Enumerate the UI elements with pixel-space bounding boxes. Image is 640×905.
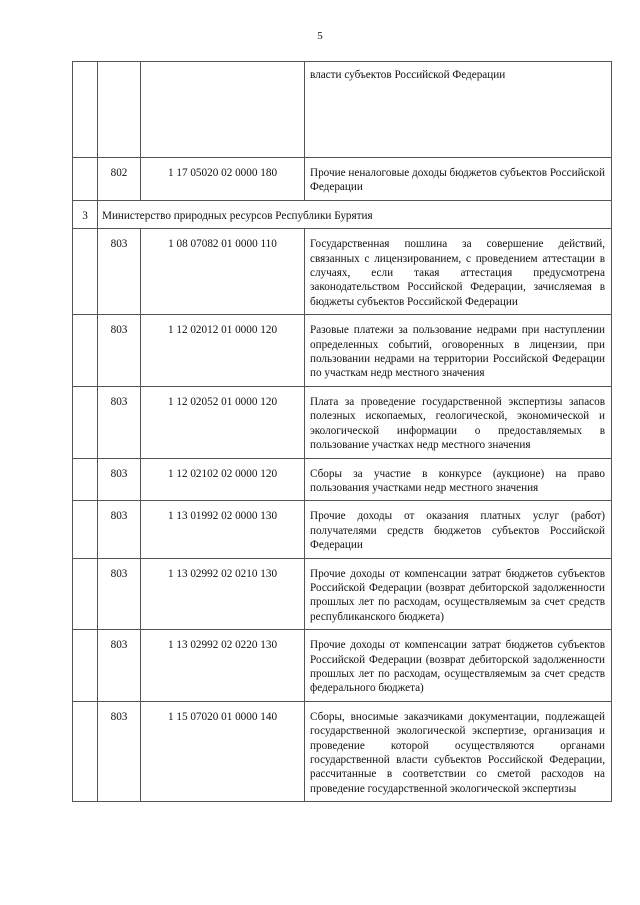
admin-code-cell: 802 xyxy=(98,158,141,201)
row-number-cell xyxy=(73,501,98,558)
table-row xyxy=(73,630,612,702)
table-row xyxy=(73,158,612,201)
admin-code-cell: 803 xyxy=(98,229,141,315)
revenue-code-cell: 1 17 05020 02 0000 180 xyxy=(141,158,305,201)
row-number-cell xyxy=(73,558,98,630)
row-number-cell xyxy=(73,62,98,158)
revenue-name-cell: власти субъектов Российской Федерации xyxy=(305,62,612,158)
admin-code-cell: 803 xyxy=(98,386,141,458)
revenue-code-cell: 1 12 02052 01 0000 120 xyxy=(141,386,305,458)
table-row xyxy=(73,229,612,315)
revenue-name-cell: Сборы за участие в конкурсе (аукционе) на право пользования участками недр местного значения xyxy=(305,458,612,501)
table-row xyxy=(73,558,612,630)
page-number: 5 xyxy=(317,30,323,42)
revenue-name-cell: Прочие доходы от компенсации затрат бюджетов субъектов Российской Федерации (возврат дебиторской задолженности прошлых лет по расходам, осуществляемым за счет средств республиканского бюджета) xyxy=(305,558,612,630)
row-number-cell xyxy=(73,315,98,387)
revenue-code-cell: 1 12 02102 02 0000 120 xyxy=(141,458,305,501)
table-row xyxy=(73,501,612,558)
table-row xyxy=(73,701,612,801)
revenue-name-cell: Сборы, вносимые заказчиками документации, подлежащей государственной экологической экспертизе, организация и проведение которой осуществляются органами государственной власти субъектов Российской Федерации, рассчитанные в соответствии со сметой расходов на проведение государственной экологической экспертизы xyxy=(305,701,612,801)
admin-code-cell xyxy=(98,62,141,158)
admin-code-cell: 803 xyxy=(98,458,141,501)
revenue-name-cell: Разовые платежи за пользование недрами при наступлении определенных событий, оговоренных в лицензии, при пользовании недрами на территории Российской Федерации по участкам недр местного значения xyxy=(305,315,612,387)
section-row xyxy=(73,200,612,228)
revenue-code-cell: 1 13 02992 02 0210 130 xyxy=(141,558,305,630)
table-row xyxy=(73,62,612,158)
revenue-code-cell: 1 13 01992 02 0000 130 xyxy=(141,501,305,558)
admin-code-cell: 803 xyxy=(98,558,141,630)
row-number-cell xyxy=(73,458,98,501)
row-number-cell xyxy=(73,229,98,315)
row-number-cell xyxy=(73,386,98,458)
revenue-name-cell: Прочие неналоговые доходы бюджетов субъектов Российской Федерации xyxy=(305,158,612,201)
revenue-code-cell: 1 13 02992 02 0220 130 xyxy=(141,630,305,702)
revenue-code-cell: 1 12 02012 01 0000 120 xyxy=(141,315,305,387)
revenue-name-cell: Плата за проведение государственной экспертизы запасов полезных ископаемых, геологической, экономической и экологической информации о предоставляемых в пользование участках недр местного значения xyxy=(305,386,612,458)
revenue-name-cell: Прочие доходы от компенсации затрат бюджетов субъектов Российской Федерации (возврат дебиторской задолженности прошлых лет по расходам, осуществляемым за счет средств федерального бюджета) xyxy=(305,630,612,702)
admin-code-cell: 803 xyxy=(98,315,141,387)
row-number-cell xyxy=(73,158,98,201)
row-number-cell xyxy=(73,630,98,702)
revenue-name-cell: Государственная пошлина за совершение действий, связанных с лицензированием, с проведением аттестации в случаях, если такая аттестация предусмотрена законодательством Российской Федерации, зачисляемая в бюджеты субъектов Российской Федерации xyxy=(305,229,612,315)
revenue-name-cell: Прочие доходы от оказания платных услуг (работ) получателями средств бюджетов субъектов Российской Федерации xyxy=(305,501,612,558)
section-title: Министерство природных ресурсов Республики Бурятия xyxy=(98,200,612,228)
revenue-code-cell: 1 15 07020 01 0000 140 xyxy=(141,701,305,801)
table-row xyxy=(73,386,612,458)
row-number-cell xyxy=(73,701,98,801)
section-number: 3 xyxy=(73,200,98,228)
revenue-code-cell xyxy=(141,62,305,158)
revenue-codes-table xyxy=(72,61,612,802)
admin-code-cell: 803 xyxy=(98,701,141,801)
table-row xyxy=(73,315,612,387)
table-row xyxy=(73,458,612,501)
admin-code-cell: 803 xyxy=(98,501,141,558)
revenue-code-cell: 1 08 07082 01 0000 110 xyxy=(141,229,305,315)
admin-code-cell: 803 xyxy=(98,630,141,702)
